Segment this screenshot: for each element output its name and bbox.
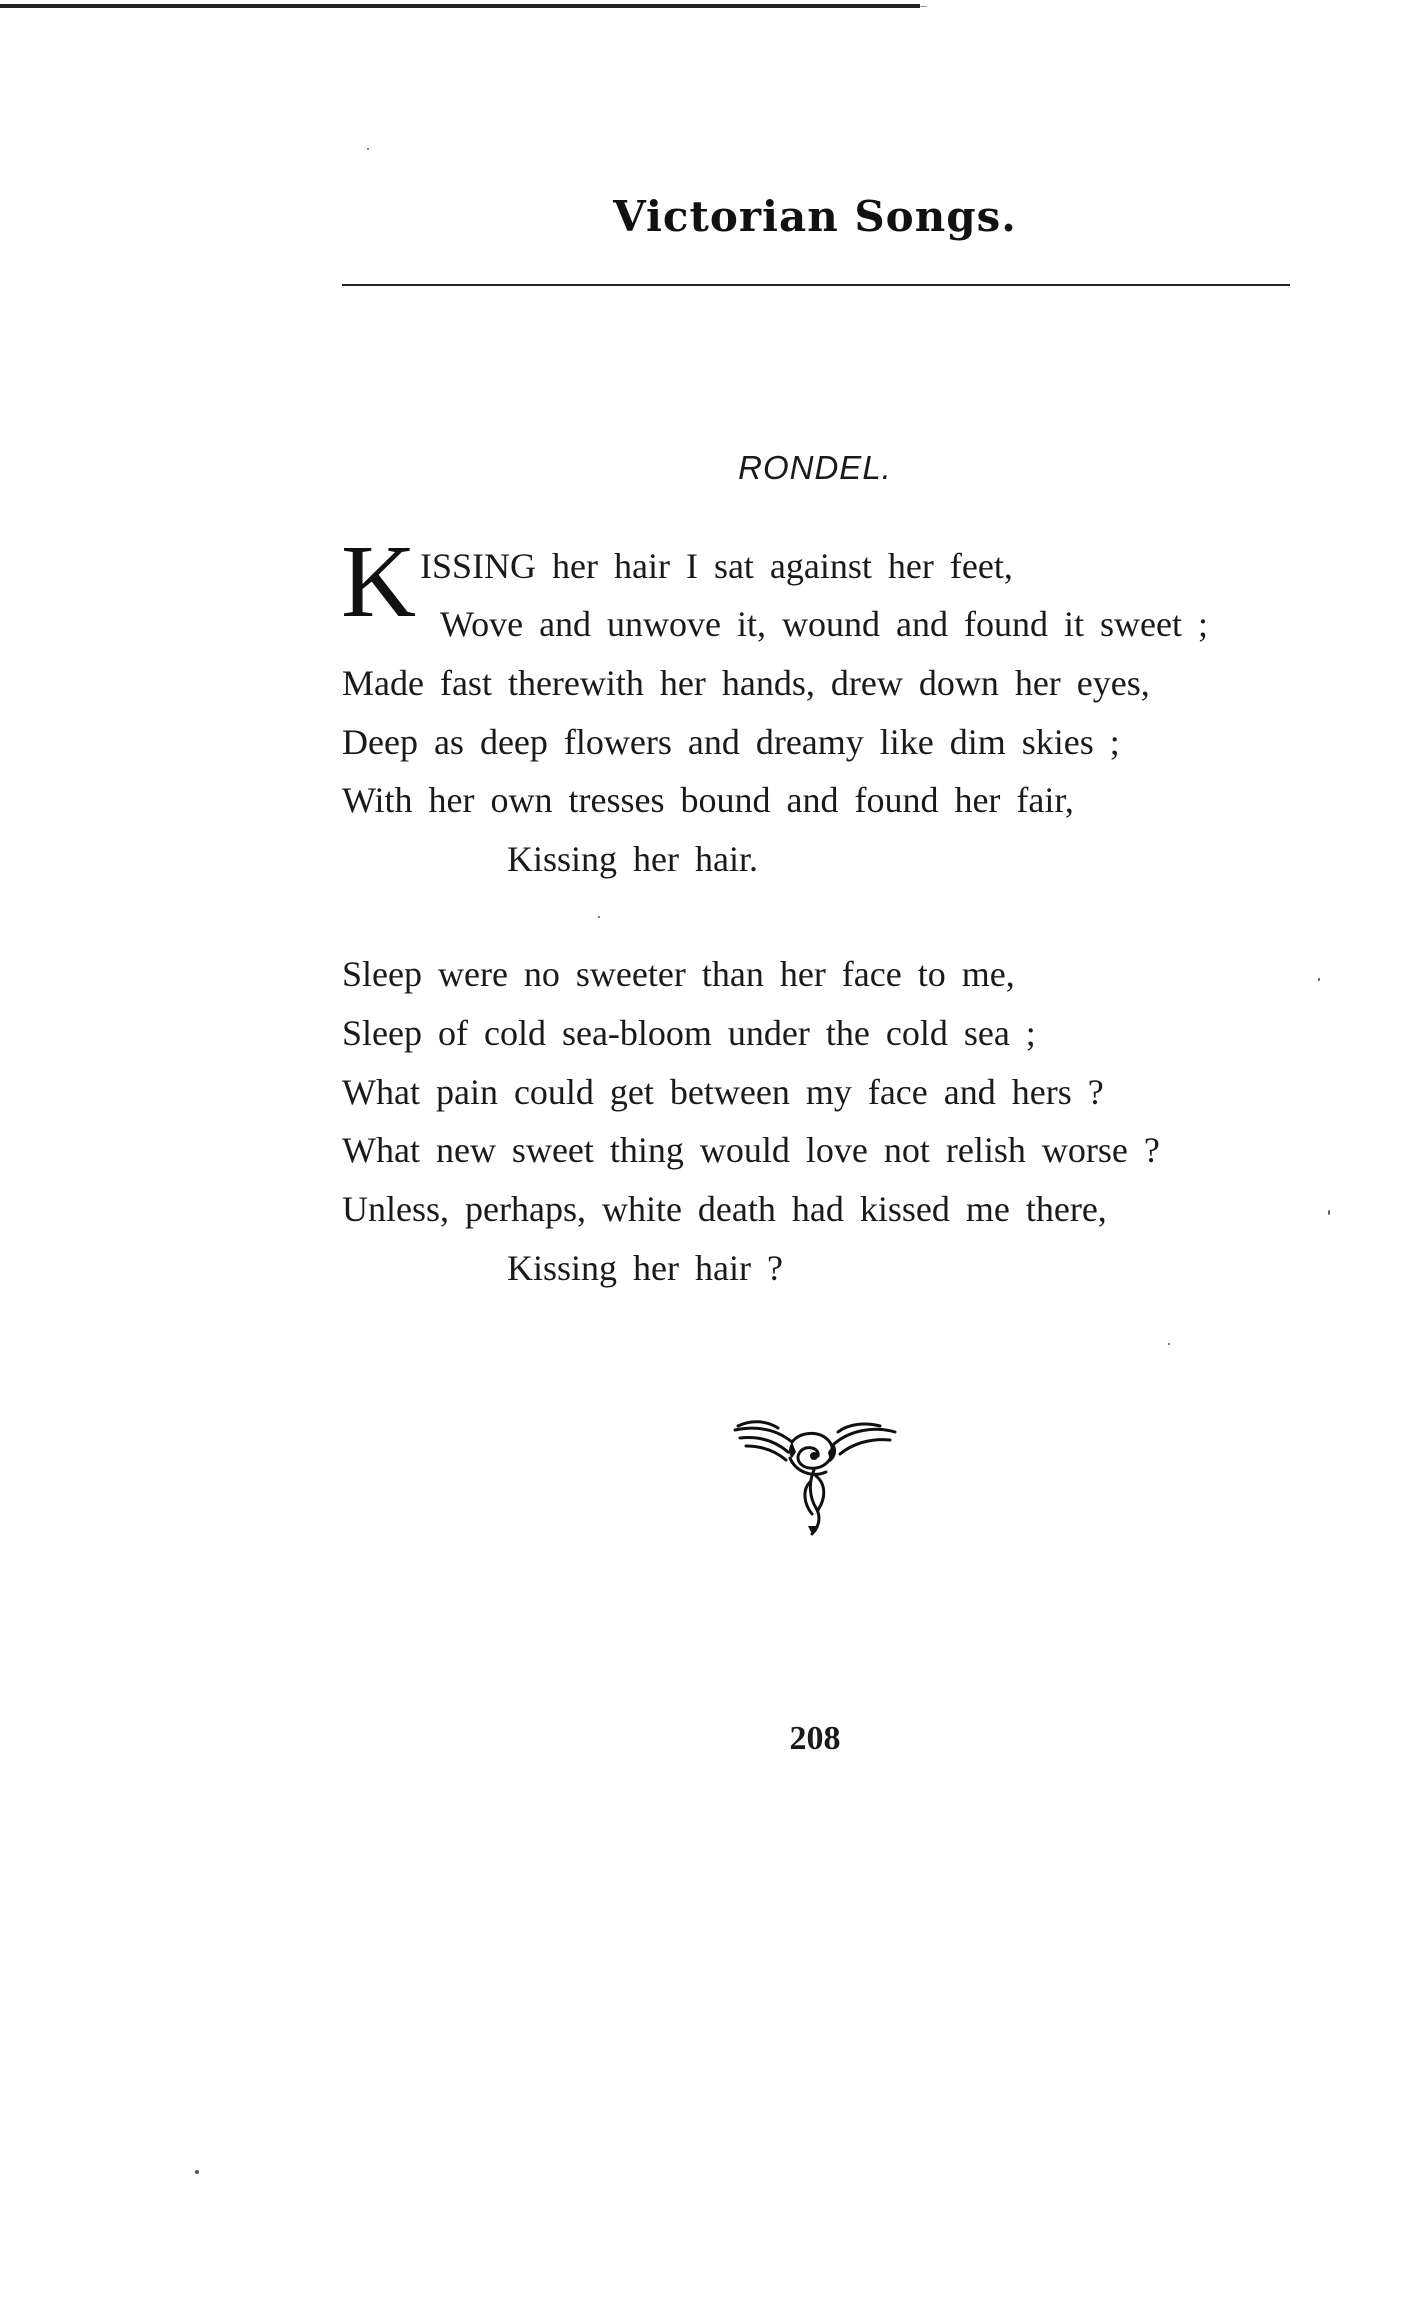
poem-line: What new sweet thing would love not relish worse ?	[342, 1130, 1160, 1170]
poem-line: Made fast therewith her hands, drew down her eyes,	[342, 663, 1150, 703]
poem-refrain: Kissing her hair.	[507, 839, 758, 879]
scan-speck	[1318, 978, 1320, 981]
poem-line: With her own tresses bound and found her fair,	[342, 780, 1074, 820]
poem-line: Sleep of cold sea-bloom under the cold sea ;	[342, 1013, 1036, 1053]
scan-speck	[1328, 1210, 1330, 1215]
floral-tailpiece-icon	[730, 1418, 900, 1538]
scan-speck	[598, 916, 600, 918]
scan-speck	[367, 148, 369, 150]
poem-line: Wove and unwove it, wound and found it sweet ;	[440, 604, 1208, 644]
top-border-rule	[0, 4, 920, 8]
poem-line: Sleep were no sweeter than her face to me,	[342, 954, 1015, 994]
poem-line: ISSING her hair I sat against her feet,	[420, 546, 1013, 586]
running-head-rule	[342, 284, 1290, 286]
running-head: Victorian Songs.	[613, 192, 1017, 241]
poem-title: RONDEL.	[738, 449, 892, 486]
poem-line: Deep as deep flowers and dreamy like dim skies ;	[342, 722, 1120, 762]
scan-speck	[1168, 1343, 1170, 1345]
scan-speck	[195, 2170, 199, 2174]
poem-line: What pain could get between my face and hers ?	[342, 1072, 1104, 1112]
top-border-rule-tail	[920, 6, 927, 7]
page-number: 208	[789, 1720, 841, 1757]
drop-cap: K	[341, 524, 417, 639]
poem-refrain: Kissing her hair ?	[507, 1248, 783, 1288]
poem-line: Unless, perhaps, white death had kissed me there,	[342, 1189, 1107, 1229]
